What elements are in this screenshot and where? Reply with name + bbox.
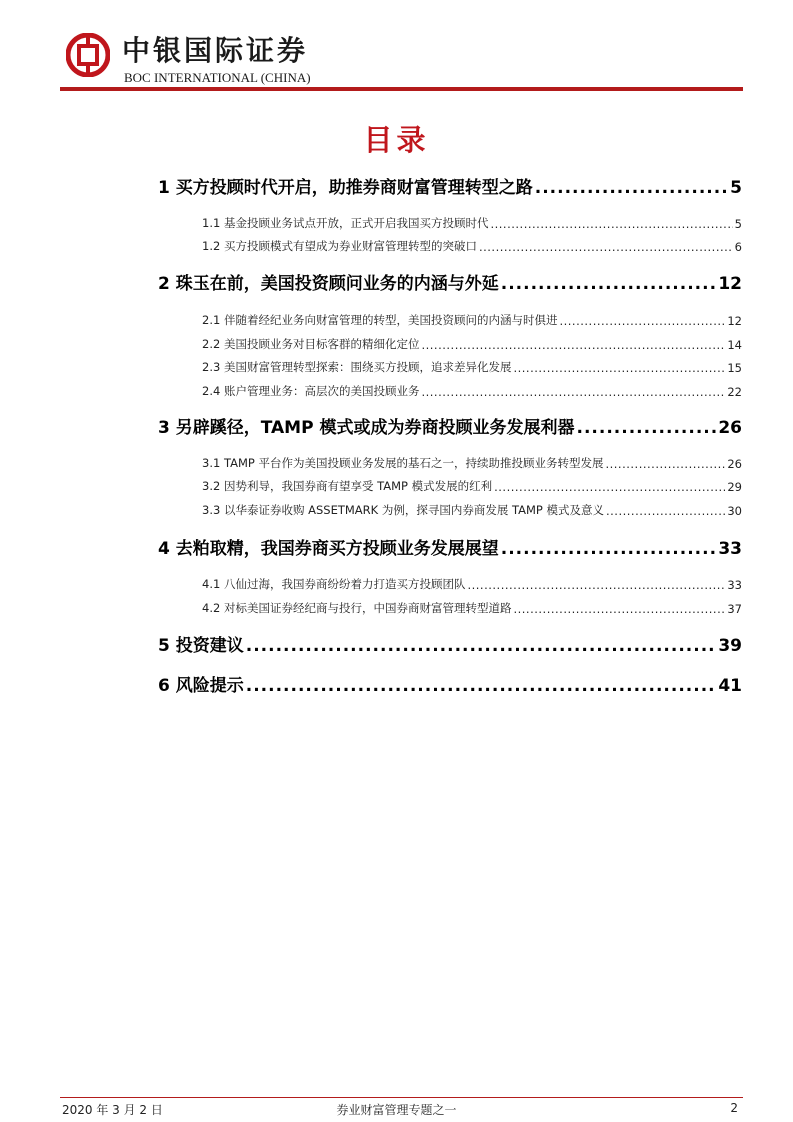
toc-entry-label: 1 买方投顾时代开启，助推券商财富管理转型之路 xyxy=(158,178,533,198)
toc-entry-page: 37 xyxy=(727,602,742,616)
toc-leader-dots xyxy=(513,361,725,375)
toc-chapter-entry[interactable] xyxy=(158,672,742,696)
toc-entry-page: 41 xyxy=(718,676,742,696)
toc-section-entry[interactable] xyxy=(202,598,742,616)
toc-leader-dots xyxy=(576,418,716,438)
toc-section-entry[interactable] xyxy=(202,381,742,399)
toc-chapter-entry[interactable] xyxy=(158,414,742,438)
toc-leader-dots xyxy=(246,676,717,696)
toc-leader-dots xyxy=(513,602,725,616)
toc-section-entry[interactable] xyxy=(202,453,742,471)
toc-entry-label: 2.1 伴随着经纪业务向财富管理的转型，美国投资顾问的内涵与时俱进 xyxy=(202,313,558,327)
toc-entry-page: 30 xyxy=(727,504,742,518)
footer-date: 2020 年 3 月 2 日 xyxy=(62,1103,163,1117)
brand-name-en: BOC INTERNATIONAL (CHINA) xyxy=(124,70,311,85)
toc-entry-label: 4.2 对标美国证券经纪商与投行，中国券商财富管理转型道路 xyxy=(202,601,512,615)
toc-leader-dots xyxy=(501,274,717,294)
toc-entry-page: 26 xyxy=(727,457,742,471)
toc-entry-label: 2 珠玉在前，美国投资顾问业务的内涵与外延 xyxy=(158,274,499,294)
toc-section-entry[interactable] xyxy=(202,334,742,352)
boc-logo-icon xyxy=(66,33,110,77)
toc-leader-dots xyxy=(605,457,725,471)
toc-entry-page: 26 xyxy=(718,418,742,438)
toc-entry-page: 6 xyxy=(734,240,742,254)
toc-leader-dots xyxy=(501,539,717,559)
toc-leader-dots xyxy=(467,578,725,592)
toc-leader-dots xyxy=(535,178,728,198)
toc-leader-dots xyxy=(490,217,732,231)
toc-title: 目录 xyxy=(363,123,430,157)
toc-section-entry[interactable] xyxy=(202,236,742,254)
header-rule xyxy=(60,87,743,91)
toc-entry-label: 2.4 账户管理业务：高层次的美国投顾业务 xyxy=(202,384,420,398)
toc-entry-label: 3 另辟蹊径，TAMP 模式或成为券商投顾业务发展利器 xyxy=(158,418,575,438)
toc-leader-dots xyxy=(494,480,725,494)
toc-entry-page: 33 xyxy=(718,539,742,559)
toc-section-entry[interactable] xyxy=(202,476,742,494)
toc-entry-label: 3.2 因势利导，我国券商有望享受 TAMP 模式发展的红利 xyxy=(202,479,493,493)
brand-name-cn: 中银国际证券 xyxy=(122,34,309,67)
page-header xyxy=(0,0,793,96)
toc-leader-dots xyxy=(606,504,725,518)
footer-page-number: 2 xyxy=(730,1101,738,1115)
toc-leader-dots xyxy=(479,240,733,254)
toc-entry-label: 5 投资建议 xyxy=(158,636,244,656)
toc-entry-label: 3.1 TAMP 平台作为美国投顾业务发展的基石之一，持续助推投顾业务转型发展 xyxy=(202,456,604,470)
toc-chapter-entry[interactable] xyxy=(158,270,742,294)
toc-leader-dots xyxy=(421,338,725,352)
toc-leader-dots xyxy=(246,636,717,656)
toc-entry-label: 1.1 基金投顾业务试点开放，正式开启我国买方投顾时代 xyxy=(202,216,489,230)
toc-entry-page: 5 xyxy=(734,217,742,231)
toc-section-entry[interactable] xyxy=(202,574,742,592)
toc-entry-page: 33 xyxy=(727,578,742,592)
toc-entry-page: 29 xyxy=(727,480,742,494)
toc-section-entry[interactable] xyxy=(202,310,742,328)
toc-chapter-entry[interactable] xyxy=(158,632,742,656)
toc-entry-page: 39 xyxy=(718,636,742,656)
toc-section-entry[interactable] xyxy=(202,500,742,518)
footer-series: 券业财富管理专题之一 xyxy=(336,1103,457,1117)
toc-leader-dots xyxy=(559,314,725,328)
toc-entry-page: 5 xyxy=(730,178,742,198)
toc-entry-label: 4 去粕取精，我国券商买方投顾业务发展展望 xyxy=(158,539,499,559)
toc-entry-page: 14 xyxy=(727,338,742,352)
toc-leader-dots xyxy=(421,385,725,399)
toc-chapter-entry[interactable] xyxy=(158,174,742,198)
toc-entry-label: 1.2 买方投顾模式有望成为券业财富管理转型的突破口 xyxy=(202,239,477,253)
toc-section-entry[interactable] xyxy=(202,357,742,375)
toc-entry-label: 6 风险提示 xyxy=(158,676,244,696)
toc-entry-label: 2.3 美国财富管理转型探索：围绕买方投顾，追求差异化发展 xyxy=(202,360,512,374)
toc-entry-page: 22 xyxy=(727,385,742,399)
toc-entry-page: 12 xyxy=(727,314,742,328)
footer-rule xyxy=(60,1097,743,1098)
toc-entry-label: 4.1 八仙过海，我国券商纷纷着力打造买方投顾团队 xyxy=(202,577,466,591)
toc-entry-page: 12 xyxy=(718,274,742,294)
toc-entry-label: 2.2 美国投顾业务对目标客群的精细化定位 xyxy=(202,337,420,351)
toc-entry-page: 15 xyxy=(727,361,742,375)
toc-chapter-entry[interactable] xyxy=(158,535,742,559)
toc-section-entry[interactable] xyxy=(202,213,742,231)
toc-entry-label: 3.3 以华泰证券收购 ASSETMARK 为例，探寻国内券商发展 TAMP 模式及意义 xyxy=(202,503,604,517)
